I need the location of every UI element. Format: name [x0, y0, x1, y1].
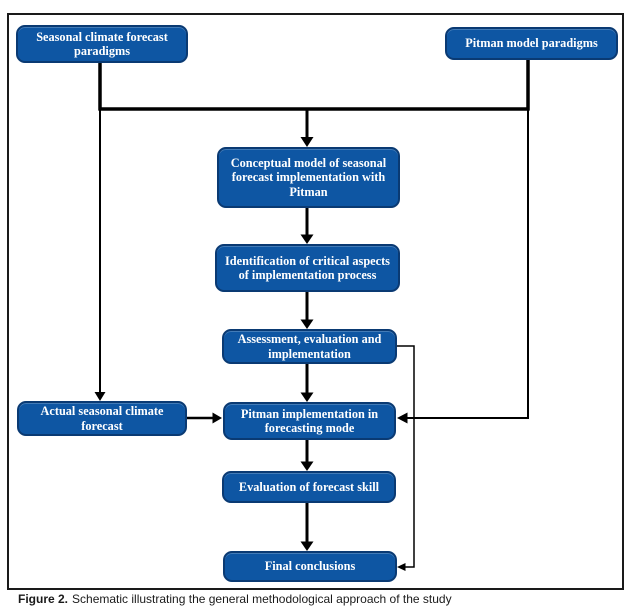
arrow-seasonal-actual-head — [95, 392, 106, 401]
arrow-conceptual-identification-head — [301, 235, 314, 245]
node-pitman-implementation-forecasting-mode — [223, 402, 396, 440]
node-conceptual-model — [217, 147, 400, 208]
node-label: Assessment, evaluation and implementation — [237, 332, 382, 361]
node-label: Pitman implementation in forecasting mode — [240, 406, 379, 435]
arrow-actual-impl-head — [213, 413, 223, 424]
arrow-evaluation-final-head — [301, 542, 314, 552]
node-assessment-evaluation-implementation — [222, 329, 397, 364]
node-identification-critical-aspects — [215, 244, 400, 292]
arrow-assessment-to-final-head — [397, 563, 406, 571]
node-final-conclusions — [223, 551, 397, 582]
node-label: Seasonal climate forecast paradigms — [36, 29, 168, 58]
arrow-identification-assessment-head — [301, 320, 314, 330]
node-label: Pitman model paradigms — [465, 36, 598, 51]
line-pitman-to-impl — [404, 109, 528, 418]
node-actual-seasonal-climate-forecast — [17, 401, 187, 436]
line-assessment-to-final — [397, 346, 414, 567]
node-seasonal-climate-forecast-paradigms — [16, 25, 188, 63]
arrow-to-conceptual-head — [301, 137, 314, 147]
node-pitman-model-paradigms — [445, 27, 618, 60]
figure-caption-label: Figure 2. — [18, 592, 69, 606]
node-label: Conceptual model of seasonal forecast implementation with Pitman — [230, 155, 387, 199]
node-evaluation-of-forecast-skill — [222, 471, 396, 503]
node-label: Identification of critical aspects of implementation process — [225, 253, 390, 282]
arrow-assessment-pitmanimpl-head — [301, 393, 314, 403]
arrow-pitmanimpl-evaluation-head — [301, 462, 314, 472]
node-label: Final conclusions — [264, 559, 356, 574]
node-label: Actual seasonal climate forecast — [40, 404, 164, 433]
figure-caption — [18, 592, 622, 606]
figure-caption-text: Schematic illustrating the general methodological approach of the study — [72, 592, 452, 606]
arrow-pitman-to-impl-head — [397, 413, 408, 424]
node-label: Evaluation of forecast skill — [238, 479, 380, 494]
